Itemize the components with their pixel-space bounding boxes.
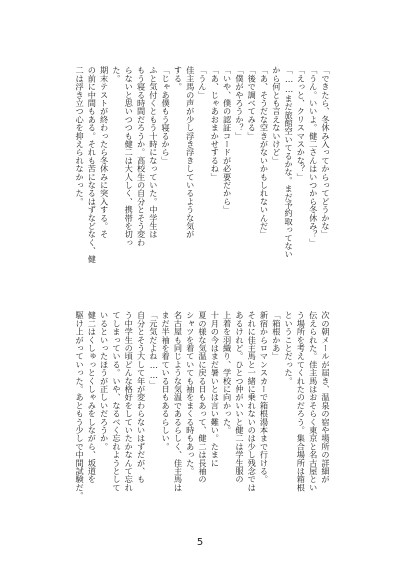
text-line: 駆け上がっていった。あともう少しで中間試験だ。 [75,311,86,500]
text-line: た。 [111,66,122,83]
text-line: 「うん」 [198,66,209,99]
text-line: 「いや、僕の認証コードが必要だから」 [222,66,233,214]
text-line: 夏の様な気温に戻る日もあって、健二は長袖の [198,311,209,484]
text-line: 「うん。いいよ。健二さんはいつから冬休み？」 [308,66,319,247]
text-line: する。 [173,66,184,91]
text-line: いるといったほうが正しいだろうか。 [99,311,110,451]
text-line: 伝えられた。佳主馬はおそらく東京と名古屋とい [308,311,319,492]
text-line: もう寝る時間だろうか。高校生の自分とそう変わ [136,66,147,247]
text-line: まだ半袖を着ている日もあるらしい。 [161,311,172,451]
text-line: 「あ、そうだな空きがないかもしれないんだ」 [259,66,270,239]
text-line: う場所を考えてくれたのだろう。集合場所は箱根 [296,311,307,492]
text-line: う中学生の頃どんな格好をしていたかなんて忘れ [124,311,135,492]
text-line: 自分とそう大して年が変わらないはずだが、も [136,311,147,484]
text-line: シャツを着ていても袖をまくる時もあった。 [185,311,196,475]
text-line: 名古屋も同じような気温であるらしく、佳主馬は [173,311,184,492]
page-number: 5 [196,537,204,548]
text-line: 上着を羽織り、学校に向かった。 [222,311,233,434]
text-line: 二は浮き立つ心を抑えられなかった。 [75,66,86,206]
text-line: 次の朝メールが届き、温泉の宿や場所の詳細が [321,311,331,484]
text-line: 「……まだ旅館空いてるかな。まだ予約取ってない [284,66,295,259]
text-line: ということだった。 [284,311,295,385]
text-line: から何とも言えないけど」 [271,66,282,165]
lower-text-block [70,311,332,531]
text-line: 十月の今はまだ暑いとは言い難い。たまに [210,311,221,467]
text-line: それに佳主馬と一緒に乗れないのは少し残念では [247,311,258,492]
text-line: らないと思いつつも健二は大人しく、携帯を切っ [124,66,135,247]
text-line: 「僕がやろうか？」 [234,66,245,140]
text-line: 期末テストが終わったら冬休みに突入する。そ [99,66,110,239]
text-line: 健二はくしゅっとくしゃみをしながら、坂道を [87,311,98,484]
text-line: 新宿からロマンスカーで箱根湯本まで行ける。 [259,311,270,484]
text-line: 「あ、じゃあおまかせするね」 [210,66,221,181]
text-line: 「できたら、冬休み入ってからってどうかな」 [321,66,331,239]
text-line: 「後で調べてみる」 [247,66,258,140]
upper-text-block [70,66,332,292]
text-line: 佳主馬の声が少し浮き浮きしているような気が [185,66,196,239]
text-line: の前に中間もある。それも苦になるはずなどなく、健 [87,66,98,263]
text-line: 「えっと、クリスマスかな？」 [296,66,307,181]
text-line: ふと気付くともう十時になっていた。中学生は [148,66,159,239]
text-line: 「元気だよね……」 [148,311,159,389]
text-line: 「箱根かあ」 [271,311,282,361]
text-line: 「じゃあ僕もう寝るから」 [161,66,172,165]
text-line: てしまっている。いや、なるべく忘れようとして [111,311,122,492]
text-line: あるけれど。ひとつ仲がいいと健二は学生服の [234,311,245,484]
